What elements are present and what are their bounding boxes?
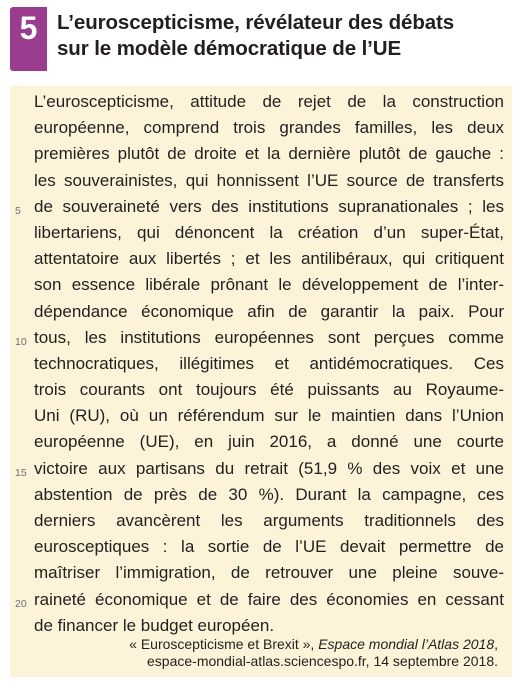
body-text xyxy=(15,89,504,639)
source-citation: « Euroscepticisme et Brexit », Espace mondial l’Atlas 2018, espace-mondial-atlas.sciencespo.fr, 14 septembre 2018. xyxy=(129,636,498,669)
line-number: 10 xyxy=(15,335,27,348)
line-number: 20 xyxy=(15,597,27,610)
text-line: dépendance économique afin de garantir la paix. Pour xyxy=(34,301,504,321)
text-line: européenne, comprend trois grandes familles, les deux xyxy=(34,118,504,138)
line-number: 15 xyxy=(15,466,27,479)
text-line: son essence libérale prônant le développement de l’inter- xyxy=(34,275,504,295)
text-line: Uni (RU), où un référendum sur le maintien dans l’Union xyxy=(34,406,504,426)
text-line: 5 de souveraineté vers des institutions supranationales ; les xyxy=(34,194,504,220)
document-title xyxy=(57,10,512,62)
title-line-2: sur le modèle démocratique de l’UE xyxy=(57,37,402,60)
text-line: 15 victoire aux partisans du retrait (51,9 % des voix et une xyxy=(34,456,504,482)
text-card xyxy=(10,86,512,677)
title-line-1: L’euroscepticisme, révélateur des débats xyxy=(57,11,455,34)
document-header xyxy=(0,0,519,86)
document-number-badge: 5 xyxy=(10,7,47,71)
text-line: L’euroscepticisme, attitude de rejet de la construction xyxy=(34,92,504,111)
text-line: attentatoire aux libertés ; et les antilibéraux, qui critiquent xyxy=(34,249,504,269)
text-line: technocratiques, illégitimes et antidémocratiques. Ces xyxy=(34,353,504,373)
text-line: trois courants ont toujours été puissants au Royaume- xyxy=(34,380,504,400)
source-title: Espace mondial l’Atlas 2018 xyxy=(318,636,495,652)
text-line: de financer le budget européen. xyxy=(34,615,275,635)
text-line: derniers avancèrent les arguments traditionnels des xyxy=(34,511,504,530)
text-line: 20 raineté économique et de faire des économies en cessant xyxy=(34,587,504,613)
text-line: européenne (UE), en juin 2016, a donné une courte xyxy=(34,432,504,452)
text-line: eurosceptiques : la sortie de l’UE devait permettre de xyxy=(34,537,504,557)
text-line: libertariens, qui dénoncent la création d’un super-État, xyxy=(34,222,504,242)
text-line: maîtriser l’immigration, de retrouver une pleine souve- xyxy=(34,563,504,583)
source-url-date: espace-mondial-atlas.sciencespo.fr, 14 septembre 2018. xyxy=(147,653,498,669)
text-line: 10 tous, les institutions européennes sont perçues comme xyxy=(34,325,504,351)
text-line: premières plutôt de droite et la dernière plutôt de gauche : xyxy=(34,144,504,164)
text-line: abstention de près de 30 %). Durant la campagne, ces xyxy=(34,484,504,504)
text-line: les souverainistes, qui honnissent l’UE source de transferts xyxy=(34,170,504,190)
line-number: 5 xyxy=(15,204,21,217)
